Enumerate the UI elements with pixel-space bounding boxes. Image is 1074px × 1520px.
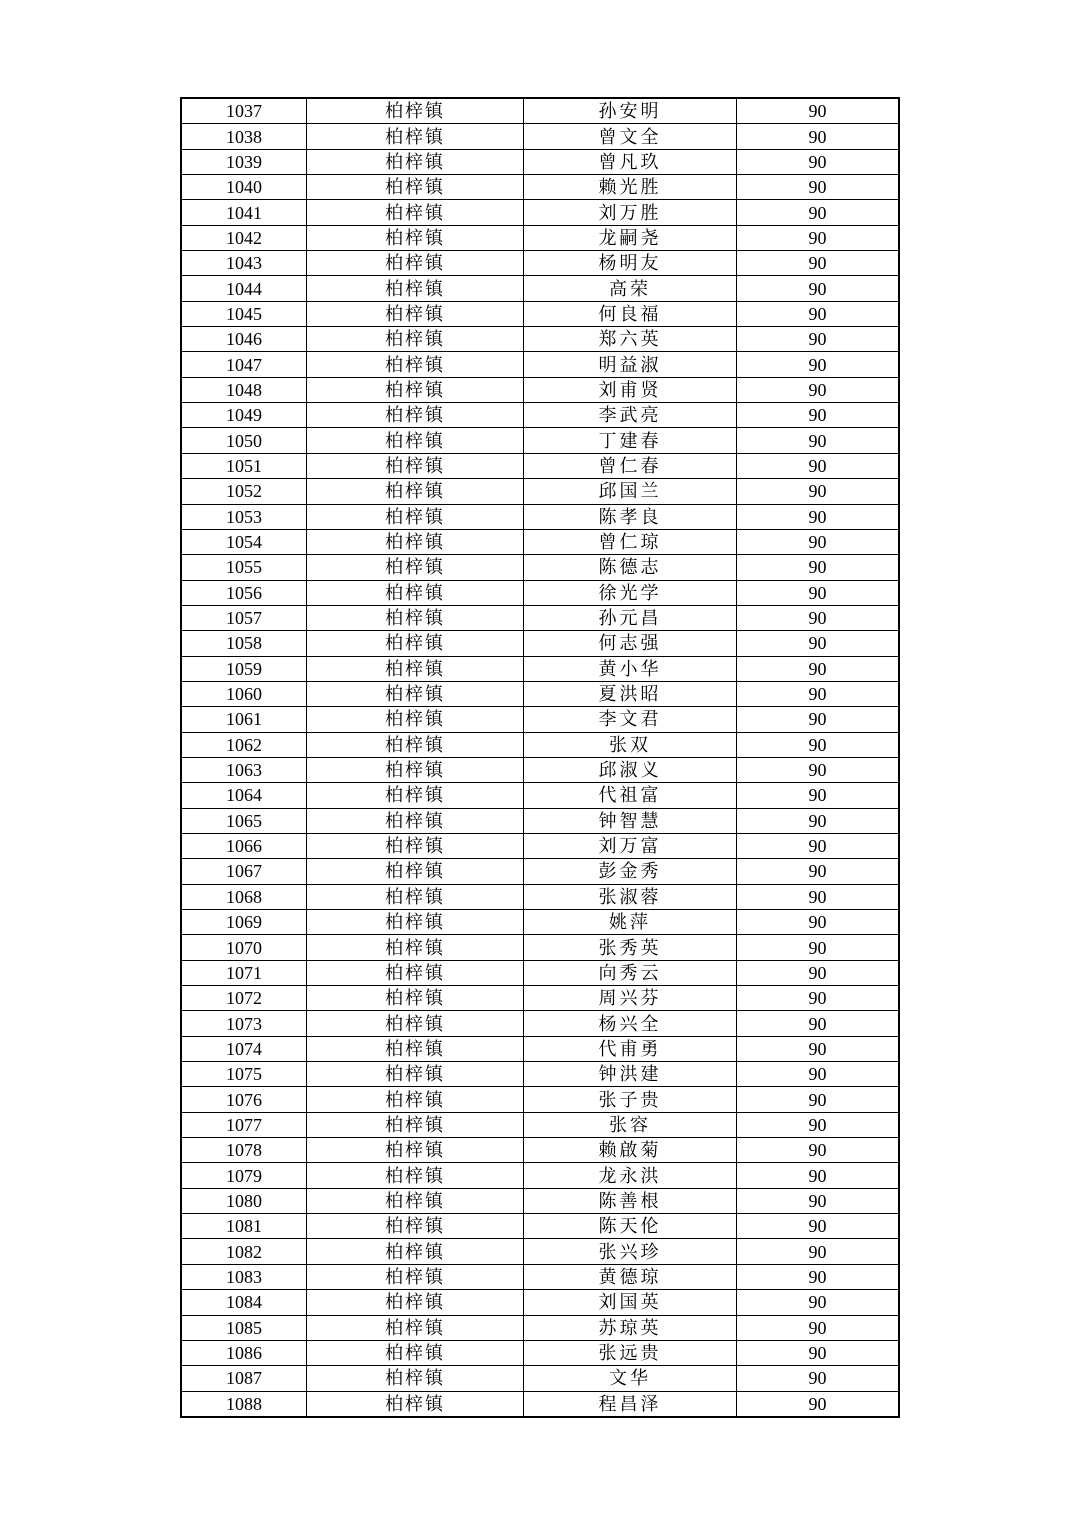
table-row bbox=[181, 859, 899, 884]
town-cell: 柏梓镇 bbox=[307, 1188, 524, 1213]
person-name-cell: 彭金秀 bbox=[524, 859, 737, 884]
town-cell: 柏梓镇 bbox=[307, 935, 524, 960]
person-name-cell: 赖啟菊 bbox=[524, 1138, 737, 1163]
town-cell: 柏梓镇 bbox=[307, 605, 524, 630]
person-name-cell: 陈德志 bbox=[524, 555, 737, 580]
town-cell: 柏梓镇 bbox=[307, 327, 524, 352]
town-cell: 柏梓镇 bbox=[307, 1340, 524, 1365]
town-cell: 柏梓镇 bbox=[307, 149, 524, 174]
table-row bbox=[181, 403, 899, 428]
serial-number-cell: 1079 bbox=[181, 1163, 307, 1188]
score-cell: 90 bbox=[737, 1214, 900, 1239]
table-row bbox=[181, 884, 899, 909]
town-cell: 柏梓镇 bbox=[307, 403, 524, 428]
person-name-cell: 丁建春 bbox=[524, 428, 737, 453]
score-cell: 90 bbox=[737, 352, 900, 377]
town-cell: 柏梓镇 bbox=[307, 732, 524, 757]
person-name-cell: 龙永洪 bbox=[524, 1163, 737, 1188]
person-name-cell: 高荣 bbox=[524, 276, 737, 301]
table-row bbox=[181, 757, 899, 782]
serial-number-cell: 1057 bbox=[181, 605, 307, 630]
serial-number-cell: 1060 bbox=[181, 681, 307, 706]
table-row bbox=[181, 960, 899, 985]
town-cell: 柏梓镇 bbox=[307, 1290, 524, 1315]
town-cell: 柏梓镇 bbox=[307, 783, 524, 808]
score-cell: 90 bbox=[737, 529, 900, 554]
table-row bbox=[181, 656, 899, 681]
serial-number-cell: 1056 bbox=[181, 580, 307, 605]
table-row bbox=[181, 1011, 899, 1036]
town-cell: 柏梓镇 bbox=[307, 377, 524, 402]
town-cell: 柏梓镇 bbox=[307, 529, 524, 554]
table-row bbox=[181, 453, 899, 478]
serial-number-cell: 1051 bbox=[181, 453, 307, 478]
score-cell: 90 bbox=[737, 555, 900, 580]
score-cell: 90 bbox=[737, 884, 900, 909]
score-cell: 90 bbox=[737, 327, 900, 352]
serial-number-cell: 1078 bbox=[181, 1138, 307, 1163]
serial-number-cell: 1039 bbox=[181, 149, 307, 174]
table-row bbox=[181, 833, 899, 858]
score-cell: 90 bbox=[737, 149, 900, 174]
person-name-cell: 杨兴全 bbox=[524, 1011, 737, 1036]
town-cell: 柏梓镇 bbox=[307, 225, 524, 250]
person-name-cell: 杨明友 bbox=[524, 251, 737, 276]
serial-number-cell: 1074 bbox=[181, 1036, 307, 1061]
town-cell: 柏梓镇 bbox=[307, 757, 524, 782]
serial-number-cell: 1066 bbox=[181, 833, 307, 858]
town-cell: 柏梓镇 bbox=[307, 1036, 524, 1061]
table-row bbox=[181, 910, 899, 935]
town-cell: 柏梓镇 bbox=[307, 910, 524, 935]
score-cell: 90 bbox=[737, 1239, 900, 1264]
table-row bbox=[181, 1163, 899, 1188]
person-name-cell: 向秀云 bbox=[524, 960, 737, 985]
person-name-cell: 李文君 bbox=[524, 707, 737, 732]
serial-number-cell: 1049 bbox=[181, 403, 307, 428]
person-name-cell: 张远贵 bbox=[524, 1340, 737, 1365]
score-cell: 90 bbox=[737, 935, 900, 960]
score-cell: 90 bbox=[737, 1062, 900, 1087]
town-cell: 柏梓镇 bbox=[307, 98, 524, 124]
table-row bbox=[181, 1214, 899, 1239]
serial-number-cell: 1077 bbox=[181, 1112, 307, 1137]
town-cell: 柏梓镇 bbox=[307, 656, 524, 681]
score-cell: 90 bbox=[737, 605, 900, 630]
table-row bbox=[181, 1315, 899, 1340]
town-cell: 柏梓镇 bbox=[307, 1239, 524, 1264]
person-name-cell: 文华 bbox=[524, 1366, 737, 1391]
person-name-cell: 孙元昌 bbox=[524, 605, 737, 630]
serial-number-cell: 1052 bbox=[181, 479, 307, 504]
score-cell: 90 bbox=[737, 301, 900, 326]
town-cell: 柏梓镇 bbox=[307, 251, 524, 276]
serial-number-cell: 1067 bbox=[181, 859, 307, 884]
serial-number-cell: 1073 bbox=[181, 1011, 307, 1036]
serial-number-cell: 1069 bbox=[181, 910, 307, 935]
person-name-cell: 黄德琼 bbox=[524, 1264, 737, 1289]
person-name-cell: 邱淑义 bbox=[524, 757, 737, 782]
person-name-cell: 曾文全 bbox=[524, 124, 737, 149]
serial-number-cell: 1084 bbox=[181, 1290, 307, 1315]
town-cell: 柏梓镇 bbox=[307, 1062, 524, 1087]
score-cell: 90 bbox=[737, 479, 900, 504]
score-cell: 90 bbox=[737, 1315, 900, 1340]
table-row bbox=[181, 1138, 899, 1163]
roster-table bbox=[180, 97, 900, 1418]
town-cell: 柏梓镇 bbox=[307, 960, 524, 985]
table-row bbox=[181, 327, 899, 352]
person-name-cell: 孙安明 bbox=[524, 98, 737, 124]
town-cell: 柏梓镇 bbox=[307, 1087, 524, 1112]
town-cell: 柏梓镇 bbox=[307, 808, 524, 833]
table-row bbox=[181, 124, 899, 149]
score-cell: 90 bbox=[737, 783, 900, 808]
person-name-cell: 郑六英 bbox=[524, 327, 737, 352]
serial-number-cell: 1075 bbox=[181, 1062, 307, 1087]
table-row bbox=[181, 580, 899, 605]
person-name-cell: 苏琼英 bbox=[524, 1315, 737, 1340]
score-cell: 90 bbox=[737, 1138, 900, 1163]
serial-number-cell: 1041 bbox=[181, 200, 307, 225]
person-name-cell: 曾凡玖 bbox=[524, 149, 737, 174]
town-cell: 柏梓镇 bbox=[307, 580, 524, 605]
serial-number-cell: 1061 bbox=[181, 707, 307, 732]
table-row bbox=[181, 200, 899, 225]
person-name-cell: 钟智慧 bbox=[524, 808, 737, 833]
serial-number-cell: 1071 bbox=[181, 960, 307, 985]
person-name-cell: 程昌泽 bbox=[524, 1391, 737, 1417]
score-cell: 90 bbox=[737, 910, 900, 935]
serial-number-cell: 1037 bbox=[181, 98, 307, 124]
person-name-cell: 曾仁琼 bbox=[524, 529, 737, 554]
person-name-cell: 刘甫贤 bbox=[524, 377, 737, 402]
table-row bbox=[181, 1188, 899, 1213]
table-row bbox=[181, 732, 899, 757]
person-name-cell: 代祖富 bbox=[524, 783, 737, 808]
table-row bbox=[181, 301, 899, 326]
score-cell: 90 bbox=[737, 986, 900, 1011]
person-name-cell: 明益淑 bbox=[524, 352, 737, 377]
serial-number-cell: 1047 bbox=[181, 352, 307, 377]
town-cell: 柏梓镇 bbox=[307, 631, 524, 656]
serial-number-cell: 1062 bbox=[181, 732, 307, 757]
serial-number-cell: 1070 bbox=[181, 935, 307, 960]
serial-number-cell: 1080 bbox=[181, 1188, 307, 1213]
score-cell: 90 bbox=[737, 681, 900, 706]
person-name-cell: 张淑蓉 bbox=[524, 884, 737, 909]
roster-table-body bbox=[181, 98, 899, 1417]
person-name-cell: 张兴珍 bbox=[524, 1239, 737, 1264]
score-cell: 90 bbox=[737, 124, 900, 149]
town-cell: 柏梓镇 bbox=[307, 1163, 524, 1188]
person-name-cell: 何良福 bbox=[524, 301, 737, 326]
person-name-cell: 姚萍 bbox=[524, 910, 737, 935]
table-row bbox=[181, 986, 899, 1011]
score-cell: 90 bbox=[737, 1036, 900, 1061]
town-cell: 柏梓镇 bbox=[307, 200, 524, 225]
town-cell: 柏梓镇 bbox=[307, 1112, 524, 1137]
serial-number-cell: 1087 bbox=[181, 1366, 307, 1391]
score-cell: 90 bbox=[737, 1087, 900, 1112]
serial-number-cell: 1082 bbox=[181, 1239, 307, 1264]
town-cell: 柏梓镇 bbox=[307, 276, 524, 301]
table-row bbox=[181, 1036, 899, 1061]
person-name-cell: 周兴芬 bbox=[524, 986, 737, 1011]
person-name-cell: 张子贵 bbox=[524, 1087, 737, 1112]
table-row bbox=[181, 783, 899, 808]
person-name-cell: 何志强 bbox=[524, 631, 737, 656]
town-cell: 柏梓镇 bbox=[307, 428, 524, 453]
score-cell: 90 bbox=[737, 98, 900, 124]
town-cell: 柏梓镇 bbox=[307, 479, 524, 504]
person-name-cell: 刘万胜 bbox=[524, 200, 737, 225]
serial-number-cell: 1076 bbox=[181, 1087, 307, 1112]
table-row bbox=[181, 428, 899, 453]
town-cell: 柏梓镇 bbox=[307, 301, 524, 326]
score-cell: 90 bbox=[737, 1391, 900, 1417]
table-row bbox=[181, 631, 899, 656]
table-row bbox=[181, 1062, 899, 1087]
town-cell: 柏梓镇 bbox=[307, 1391, 524, 1417]
serial-number-cell: 1055 bbox=[181, 555, 307, 580]
score-cell: 90 bbox=[737, 1112, 900, 1137]
score-cell: 90 bbox=[737, 859, 900, 884]
serial-number-cell: 1038 bbox=[181, 124, 307, 149]
score-cell: 90 bbox=[737, 377, 900, 402]
score-cell: 90 bbox=[737, 1011, 900, 1036]
person-name-cell: 代甫勇 bbox=[524, 1036, 737, 1061]
person-name-cell: 邱国兰 bbox=[524, 479, 737, 504]
score-cell: 90 bbox=[737, 757, 900, 782]
score-cell: 90 bbox=[737, 707, 900, 732]
serial-number-cell: 1083 bbox=[181, 1264, 307, 1289]
score-cell: 90 bbox=[737, 200, 900, 225]
table-row bbox=[181, 605, 899, 630]
serial-number-cell: 1044 bbox=[181, 276, 307, 301]
town-cell: 柏梓镇 bbox=[307, 504, 524, 529]
person-name-cell: 刘国英 bbox=[524, 1290, 737, 1315]
person-name-cell: 徐光学 bbox=[524, 580, 737, 605]
person-name-cell: 赖光胜 bbox=[524, 175, 737, 200]
serial-number-cell: 1081 bbox=[181, 1214, 307, 1239]
town-cell: 柏梓镇 bbox=[307, 681, 524, 706]
town-cell: 柏梓镇 bbox=[307, 707, 524, 732]
table-row bbox=[181, 377, 899, 402]
person-name-cell: 陈天伦 bbox=[524, 1214, 737, 1239]
score-cell: 90 bbox=[737, 1366, 900, 1391]
serial-number-cell: 1053 bbox=[181, 504, 307, 529]
town-cell: 柏梓镇 bbox=[307, 1138, 524, 1163]
table-row bbox=[181, 1290, 899, 1315]
town-cell: 柏梓镇 bbox=[307, 555, 524, 580]
serial-number-cell: 1086 bbox=[181, 1340, 307, 1365]
table-row bbox=[181, 98, 899, 124]
person-name-cell: 李武亮 bbox=[524, 403, 737, 428]
score-cell: 90 bbox=[737, 276, 900, 301]
score-cell: 90 bbox=[737, 1163, 900, 1188]
person-name-cell: 张秀英 bbox=[524, 935, 737, 960]
table-row bbox=[181, 1087, 899, 1112]
score-cell: 90 bbox=[737, 808, 900, 833]
table-row bbox=[181, 1112, 899, 1137]
table-row bbox=[181, 1391, 899, 1417]
serial-number-cell: 1064 bbox=[181, 783, 307, 808]
table-row bbox=[181, 1264, 899, 1289]
score-cell: 90 bbox=[737, 1290, 900, 1315]
person-name-cell: 张双 bbox=[524, 732, 737, 757]
person-name-cell: 陈孝良 bbox=[524, 504, 737, 529]
person-name-cell: 龙嗣尧 bbox=[524, 225, 737, 250]
score-cell: 90 bbox=[737, 1188, 900, 1213]
score-cell: 90 bbox=[737, 960, 900, 985]
serial-number-cell: 1058 bbox=[181, 631, 307, 656]
table-row bbox=[181, 149, 899, 174]
serial-number-cell: 1043 bbox=[181, 251, 307, 276]
serial-number-cell: 1040 bbox=[181, 175, 307, 200]
serial-number-cell: 1085 bbox=[181, 1315, 307, 1340]
serial-number-cell: 1046 bbox=[181, 327, 307, 352]
score-cell: 90 bbox=[737, 631, 900, 656]
town-cell: 柏梓镇 bbox=[307, 986, 524, 1011]
score-cell: 90 bbox=[737, 403, 900, 428]
serial-number-cell: 1050 bbox=[181, 428, 307, 453]
table-row bbox=[181, 935, 899, 960]
table-row bbox=[181, 352, 899, 377]
table-row bbox=[181, 225, 899, 250]
score-cell: 90 bbox=[737, 732, 900, 757]
table-row bbox=[181, 707, 899, 732]
serial-number-cell: 1045 bbox=[181, 301, 307, 326]
town-cell: 柏梓镇 bbox=[307, 124, 524, 149]
score-cell: 90 bbox=[737, 833, 900, 858]
person-name-cell: 张容 bbox=[524, 1112, 737, 1137]
table-row bbox=[181, 1366, 899, 1391]
serial-number-cell: 1059 bbox=[181, 656, 307, 681]
person-name-cell: 刘万富 bbox=[524, 833, 737, 858]
person-name-cell: 夏洪昭 bbox=[524, 681, 737, 706]
score-cell: 90 bbox=[737, 225, 900, 250]
serial-number-cell: 1072 bbox=[181, 986, 307, 1011]
table-row bbox=[181, 276, 899, 301]
score-cell: 90 bbox=[737, 1340, 900, 1365]
town-cell: 柏梓镇 bbox=[307, 833, 524, 858]
serial-number-cell: 1065 bbox=[181, 808, 307, 833]
town-cell: 柏梓镇 bbox=[307, 1366, 524, 1391]
score-cell: 90 bbox=[737, 175, 900, 200]
serial-number-cell: 1063 bbox=[181, 757, 307, 782]
town-cell: 柏梓镇 bbox=[307, 1264, 524, 1289]
table-row bbox=[181, 251, 899, 276]
table-row bbox=[181, 529, 899, 554]
serial-number-cell: 1048 bbox=[181, 377, 307, 402]
score-cell: 90 bbox=[737, 504, 900, 529]
score-cell: 90 bbox=[737, 428, 900, 453]
town-cell: 柏梓镇 bbox=[307, 453, 524, 478]
table-row bbox=[181, 1340, 899, 1365]
score-cell: 90 bbox=[737, 656, 900, 681]
person-name-cell: 陈善根 bbox=[524, 1188, 737, 1213]
person-name-cell: 黄小华 bbox=[524, 656, 737, 681]
score-cell: 90 bbox=[737, 251, 900, 276]
serial-number-cell: 1054 bbox=[181, 529, 307, 554]
table-row bbox=[181, 175, 899, 200]
town-cell: 柏梓镇 bbox=[307, 175, 524, 200]
score-cell: 90 bbox=[737, 580, 900, 605]
town-cell: 柏梓镇 bbox=[307, 1214, 524, 1239]
score-cell: 90 bbox=[737, 1264, 900, 1289]
serial-number-cell: 1068 bbox=[181, 884, 307, 909]
town-cell: 柏梓镇 bbox=[307, 1315, 524, 1340]
table-row bbox=[181, 681, 899, 706]
score-cell: 90 bbox=[737, 453, 900, 478]
person-name-cell: 曾仁春 bbox=[524, 453, 737, 478]
table-row bbox=[181, 1239, 899, 1264]
town-cell: 柏梓镇 bbox=[307, 352, 524, 377]
table-row bbox=[181, 504, 899, 529]
town-cell: 柏梓镇 bbox=[307, 884, 524, 909]
serial-number-cell: 1088 bbox=[181, 1391, 307, 1417]
table-row bbox=[181, 808, 899, 833]
table-row bbox=[181, 479, 899, 504]
serial-number-cell: 1042 bbox=[181, 225, 307, 250]
table-row bbox=[181, 555, 899, 580]
town-cell: 柏梓镇 bbox=[307, 859, 524, 884]
town-cell: 柏梓镇 bbox=[307, 1011, 524, 1036]
person-name-cell: 钟洪建 bbox=[524, 1062, 737, 1087]
